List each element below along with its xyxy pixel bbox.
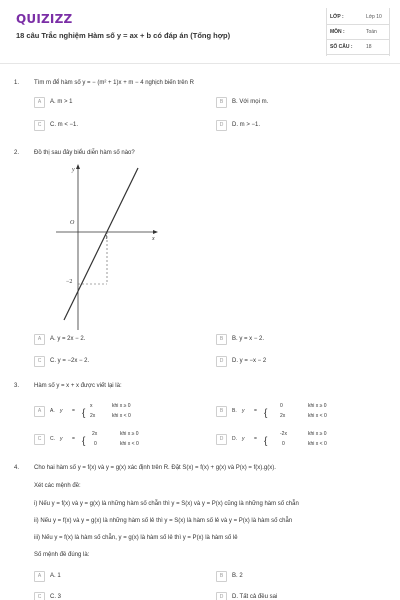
piecewise-expression [50, 430, 180, 450]
option-box: B [216, 97, 227, 108]
option-text: B. y = x − 2. [232, 336, 265, 342]
info-row-count [326, 40, 390, 55]
option-box: A [34, 334, 45, 345]
piecewise-expression [232, 402, 362, 422]
answer-option-d[interactable] [216, 592, 376, 600]
option-box: A [34, 97, 45, 108]
question-text: Đồ thị sau đây biểu diễn hàm số nào? [34, 150, 135, 156]
answer-option-b[interactable] [216, 97, 376, 109]
pw-y: y [242, 408, 245, 414]
info-value: 18 [366, 44, 372, 50]
question-text: Cho hai hàm số y = f(x) và y = g(x) xác định trên R. Đặt S(x) = f(x) + g(x) và P(x) = f(x).g(x). [34, 465, 276, 471]
option-box: D [216, 592, 227, 600]
option-text: C. 3 [50, 594, 62, 600]
statement-item: iii) Nếu y = f(x) là hàm số chẵn, y = g(x) là hàm số lẻ thì y = P(x) là hàm số lẻ [34, 535, 238, 541]
pw-bottom-expr: 0 [282, 441, 285, 447]
pw-top-cond: khi x ≥ 0 [308, 431, 327, 437]
option-text: D. Tất cả đều sai [232, 594, 278, 600]
pw-top-cond: khi x ≥ 0 [308, 403, 327, 409]
function-graph [56, 160, 166, 330]
pw-top-cond: khi x ≥ 0 [120, 431, 139, 437]
piecewise-expression [50, 402, 180, 422]
statement-item: i) Nếu y = f(x) và y = g(x) là những hàm số chẵn thì y = S(x) và y = P(x) cũng là những hàm số chẵn [34, 501, 299, 507]
pw-top-cond: khi x ≥ 0 [112, 403, 131, 409]
answer-option-c[interactable] [34, 430, 194, 450]
option-box: D [216, 434, 227, 445]
question-number: 4. [14, 465, 20, 471]
info-label: LỚP : [330, 14, 344, 20]
pw-bottom-expr: 2x [280, 413, 286, 419]
y-axis-arrow [76, 164, 80, 169]
info-row-class [326, 10, 390, 25]
pw-equals: = [254, 408, 257, 414]
pw-bottom-cond: khi x < 0 [308, 413, 327, 419]
pw-y: y [60, 408, 63, 414]
option-text: A. y = 2x − 2. [50, 336, 86, 342]
option-box: C [34, 356, 45, 367]
option-text: C. m < −1. [50, 122, 79, 128]
pw-y: y [242, 436, 245, 442]
option-box: A [34, 571, 45, 582]
answer-option-c[interactable] [34, 356, 194, 368]
answer-option-d[interactable] [216, 120, 376, 132]
pw-y: y [60, 436, 63, 442]
pw-top-expr: -2x [280, 431, 287, 437]
info-value: Lớp 10 [366, 14, 382, 20]
y-tick-label: −2 [66, 279, 73, 285]
pw-top-expr: x [90, 403, 93, 409]
brace-icon: { [264, 408, 268, 419]
option-letter: B. [232, 408, 237, 414]
option-box: D [216, 356, 227, 367]
info-label: MÔN : [330, 29, 345, 35]
option-box: C [34, 120, 45, 131]
answer-option-b[interactable] [216, 334, 376, 346]
question-number: 3. [14, 383, 20, 389]
option-box: C [34, 592, 45, 600]
option-text: B. Với mọi m. [232, 99, 269, 105]
question-prompt: Số mệnh đề đúng là: [34, 552, 90, 558]
piecewise-expression [232, 430, 362, 450]
option-text: B. 2 [232, 573, 243, 579]
option-text: A. m > 1 [50, 99, 73, 105]
option-text: D. y = −x − 2 [232, 358, 267, 364]
question-text: Hàm số y = x + x được viết lại là: [34, 383, 122, 389]
brace-icon: { [82, 436, 86, 447]
answer-option-a[interactable] [34, 334, 194, 346]
question-subtext: Xét các mệnh đề: [34, 483, 81, 489]
question-text: Tìm m để hàm số y = − (m² + 1)x + m − 4 nghịch biến trên R [34, 80, 194, 86]
x-axis-arrow [153, 230, 158, 234]
answer-option-a[interactable] [34, 402, 194, 422]
option-text: C. y = −2x − 2. [50, 358, 90, 364]
function-line [64, 168, 138, 320]
origin-label: O [70, 220, 75, 226]
option-letter: D. [232, 436, 237, 442]
question-number: 2. [14, 150, 20, 156]
answer-option-b[interactable] [216, 402, 376, 422]
pw-equals: = [72, 436, 75, 442]
pw-bottom-expr: 0 [94, 441, 97, 447]
option-letter: C. [50, 436, 55, 442]
info-row-subject [326, 25, 390, 40]
pw-equals: = [254, 436, 257, 442]
option-box: A [34, 406, 45, 417]
question-number: 1. [14, 80, 20, 86]
page-header [0, 0, 400, 64]
option-box: B [216, 406, 227, 417]
brace-icon: { [82, 408, 86, 419]
pw-bottom-expr: 2x [90, 413, 96, 419]
option-text: D. m > −1. [232, 122, 261, 128]
x-tick-label: 1 [105, 235, 108, 241]
info-label: SỐ CÂU : [330, 44, 353, 50]
info-value: Toán [366, 29, 377, 35]
option-box: B [216, 571, 227, 582]
brace-icon: { [264, 436, 268, 447]
pw-equals: = [72, 408, 75, 414]
pw-bottom-cond: khi x < 0 [308, 441, 327, 447]
answer-option-d[interactable] [216, 430, 376, 450]
answer-option-d[interactable] [216, 356, 376, 368]
statement-item: ii) Nếu y = f(x) và y = g(x) là những hàm số lẻ thì y = S(x) là hàm số lẻ và y = P(x) là hàm số chẵn [34, 518, 293, 524]
answer-option-a[interactable] [34, 97, 194, 109]
option-box: D [216, 120, 227, 131]
answer-option-b[interactable] [216, 571, 376, 583]
answer-option-c[interactable] [34, 120, 194, 132]
document-title: 18 câu Trắc nghiệm Hàm số y = ax + b có đáp án (Tổng hợp) [16, 31, 231, 40]
answer-option-a[interactable] [34, 571, 194, 583]
option-text: A. 1 [50, 573, 61, 579]
pw-bottom-cond: khi x < 0 [120, 441, 139, 447]
option-box: C [34, 434, 45, 445]
option-letter: A. [50, 408, 55, 414]
option-box: B [216, 334, 227, 345]
pw-bottom-cond: khi x < 0 [112, 413, 131, 419]
answer-option-c[interactable] [34, 592, 194, 600]
pw-top-expr: 2x [92, 431, 98, 437]
info-box [326, 10, 390, 55]
divider [326, 54, 390, 55]
x-axis-label: x [152, 236, 155, 242]
quizizz-logo: QUIZIZZ [16, 12, 73, 26]
pw-top-expr: 0 [280, 403, 283, 409]
y-axis-label: y [72, 167, 75, 173]
